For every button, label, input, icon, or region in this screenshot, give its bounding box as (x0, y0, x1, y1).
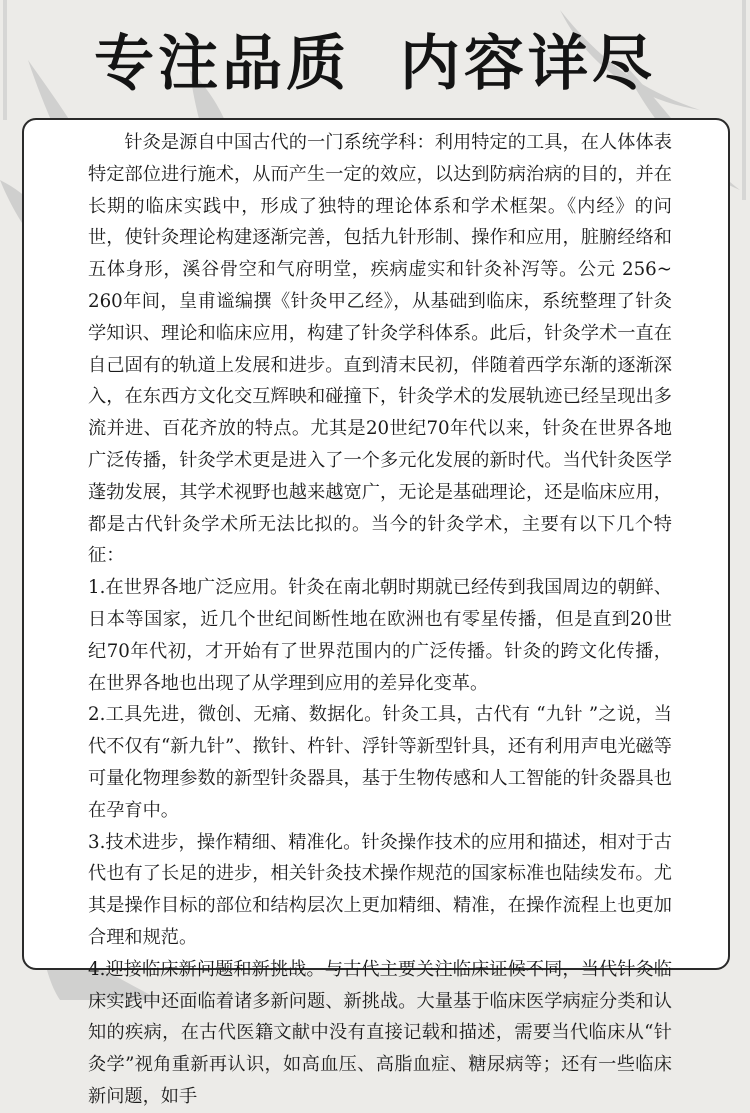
point-2-paragraph: 2.工具先进，微创、无痛、数据化。针灸工具，古代有 “九针 ”之说，当代不仅有“新九针”、揿针、杵针、浮针等新型针具，还有利用声电光磁等可量化物理参数的新型针灸器具，基于生物传感和人工智能的针灸器具也在孕育中。 (88, 704, 672, 821)
page-title: 专注品质 内容详尽 (94, 29, 656, 99)
article-body (88, 127, 672, 1113)
point-4-paragraph: 4.迎接临床新问题和新挑战。与古代主要关注临床证候不同，当代针灸临床实践中还面临着诸多新问题、新挑战。大量基于临床医学病症分类和认知的疾病，在古代医籍文献中没有直接记载和描述，需要当代临床从“针灸学”视角重新再认识，如高血压、高脂血症、糖尿病等；还有一些临床新问题，如手 (88, 958, 672, 1107)
intro-paragraph: 针灸是源自中国古代的一门系统学科：利用特定的工具，在人体体表特定部位进行施术，从而产生一定的效应，以达到防病治病的目的，并在长期的临床实践中，形成了独特的理论体系和学术框架。《内经》的问世，使针灸理论构建逐渐完善，包括九针形制、操作和应用，脏腑经络和五体身形，溪谷骨空和气府明堂，疾病虚实和针灸补泻等。公元 256~ 260年间，皇甫谧编撰《针灸甲乙经》，从基础到临床，系统整理了针灸学知识、理论和临床应用，构建了针灸学科体系。此后，针灸学术一直在自己固有的轨道上发展和进步。直到清末民初，伴随着西学东渐的逐渐深入，在东西方文化交互辉映和碰撞下，针灸学术的发展轨迹已经呈现出多流并进、百花齐放的特点。尤其是20世纪70年代以来，针灸在世界各地广泛传播，针灸学术更是进入了一个多元化发展的新时代。当代针灸医学蓬勃发展，其学术视野也越来越宽广，无论是基础理论，还是临床应用，都是古代针灸学术所无法比拟的。当今的针灸学术，主要有以下几个特征： (88, 132, 672, 567)
point-3-paragraph: 3.技术进步，操作精细、精准化。针灸操作技术的应用和描述，相对于古代也有了长足的进步，相关针灸技术操作规范的国家标准也陆续发布。尤其是操作目标的部位和结构层次上更加精细、精准，在操作流程上也更加合理和规范。 (88, 831, 672, 948)
point-1-paragraph: 1.在世界各地广泛应用。针灸在南北朝时期就已经传到我国周边的朝鲜、日本等国家，近几个世纪间断性地在欧洲也有零星传播，但是直到20世纪70年代初，才开始有了世界范围内的广泛传播。针灸的跨文化传播，在世界各地也出现了从学理到应用的差异化变革。 (88, 577, 672, 694)
